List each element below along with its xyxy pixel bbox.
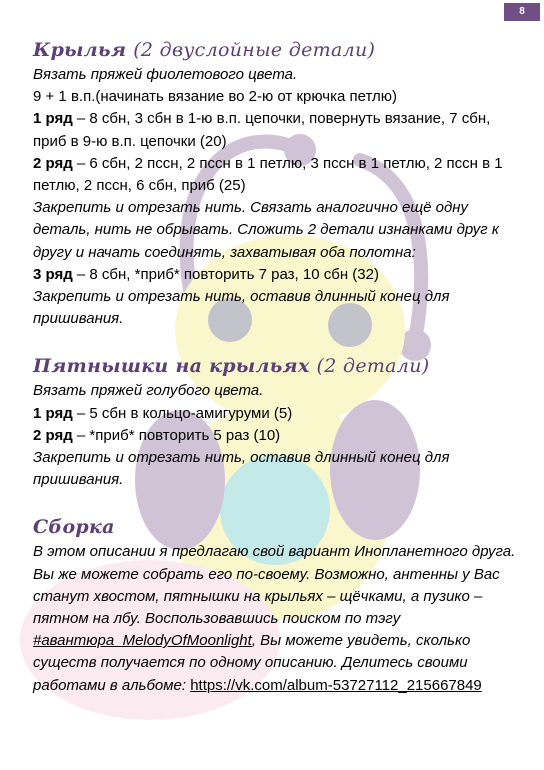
assembly-title: Сборка <box>33 516 115 539</box>
wings-row3 <box>33 264 517 286</box>
wings-yarn-note: Вязать пряжей фиолетового цвета. <box>33 66 298 83</box>
spots-subtitle: (2 детали) <box>316 355 430 378</box>
spots-row2 <box>33 425 517 447</box>
assembly-text <box>33 541 517 696</box>
row-text: – 5 сбн в кольцо-амигуруми (5) <box>72 404 293 422</box>
wings-finish-note: Закрепить и отрезать нить, оставив длинный конец для пришивания. <box>33 288 450 328</box>
row-text: – 6 сбн, 2 пссн, 2 пссн в 1 петлю, 3 пссн в 1 петлю, 2 пссн в 1 петлю, 2 пссн, 6 сбн, приб (25) <box>33 154 503 195</box>
wings-row2 <box>33 153 517 197</box>
assembly-heading <box>33 513 517 541</box>
assembly-text-part: В этом описании я предлагаю свой вариант Инопланетного друга. Вы же можете собрать его по-своему. Возможно, антенны у Вас станут хвостом, пятнышки на крыльях – щёчками, а пузико – пятном на лбу. Воспользовавшись поиском по тэгу <box>33 543 516 628</box>
wings-subtitle: (2 двуслойные детали) <box>133 39 376 61</box>
hashtag-link[interactable]: #авантюра_MelodyOfMoonlight <box>33 632 252 650</box>
row-label: 1 ряд <box>33 404 73 422</box>
section-spacer <box>33 330 517 352</box>
wings-heading <box>33 36 517 64</box>
wings-title: Крылья <box>33 39 127 61</box>
row-text: – 8 сбн, 3 сбн в 1-ю в.п. цепочки, повернуть вязание, 7 сбн, приб в 9-ю в.п. цепочки (20) <box>33 110 491 150</box>
album-link[interactable]: https://vk.com/album-53727112_215667849 <box>190 676 482 694</box>
row-label: 3 ряд <box>33 265 73 283</box>
spots-row1 <box>33 403 517 425</box>
page-content <box>33 36 517 697</box>
row-label: 2 ряд <box>33 154 73 172</box>
wings-row1 <box>33 108 517 152</box>
page-number-badge: 8 <box>504 3 540 21</box>
section-spacer <box>33 491 517 513</box>
spots-title: Пятнышки на крыльях <box>33 355 310 378</box>
row-text: – *приб* повторить 5 раз (10) <box>72 426 281 444</box>
row-label: 2 ряд <box>33 426 73 444</box>
spots-finish-note: Закрепить и отрезать нить, оставив длинный конец для пришивания. <box>33 449 450 489</box>
wings-chain: 9 + 1 в.п.(начинать вязание во 2-ю от крючка петлю) <box>33 88 397 106</box>
row-text: – 8 сбн, *приб* повторить 7 раз, 10 сбн (32) <box>72 265 379 283</box>
row-label: 1 ряд <box>33 110 73 128</box>
wings-join-note: Закрепить и отрезать нить. Связать аналогично ещё одну деталь, нить не обрывать. Сложить 2 детали изнанками друг к другу и начать соединять, захватывая оба полотна: <box>33 199 499 261</box>
spots-heading <box>33 352 517 380</box>
spots-yarn-note: Вязать пряжей голубого цвета. <box>33 382 264 400</box>
assembly-text-part: , Вы можете увидеть, сколько существ получается по одному описанию. Делитесь своими работами в альбоме: <box>33 632 471 694</box>
